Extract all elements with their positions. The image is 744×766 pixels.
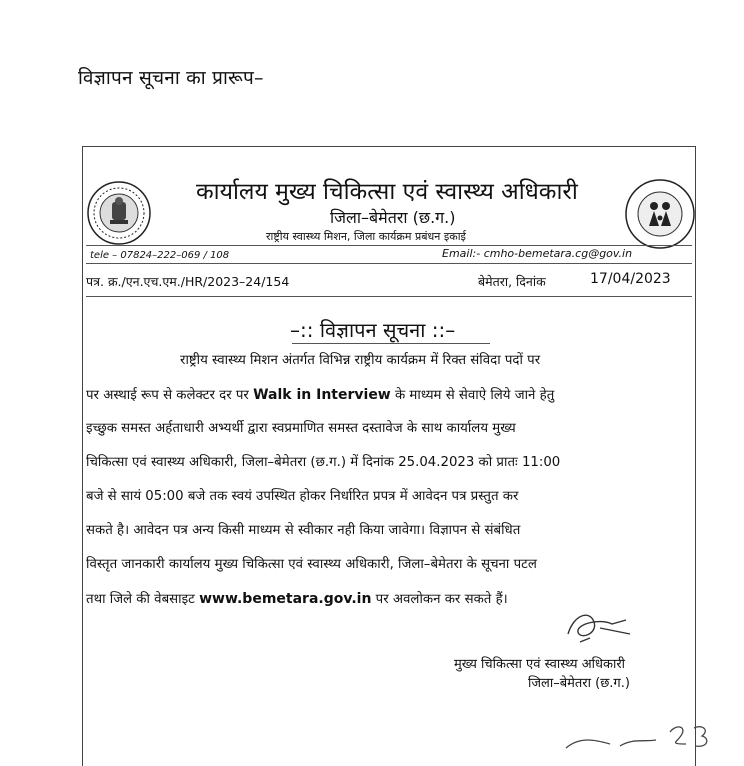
body-line: विस्तृत जानकारी कार्यालय मुख्य चिकित्सा एवं स्वास्थ्य अधिकारी, जिला–बेमेतरा के सूचना पटल	[86, 557, 537, 572]
telephone-number: tele – 07824–222–069 / 108	[90, 250, 230, 261]
signatory-district: जिला–बेमेतरा (छ.ग.)	[528, 676, 630, 691]
office-district: जिला–बेमेतरा (छ.ग.)	[330, 208, 456, 227]
notice-body	[86, 344, 690, 616]
walk-in-interview-text: Walk in Interview	[253, 387, 391, 403]
body-line: राष्ट्रीय स्वास्थ्य मिशन अंतर्गत विभिन्न राष्ट्रीय कार्यक्रम में रिक्त संविदा पदों पर	[180, 353, 541, 368]
signature-icon	[560, 604, 640, 650]
notice-title: –:: विज्ञापन सूचना ::–	[290, 318, 456, 342]
body-line: बजे से सायं 05:00 बजे तक स्वयं उपस्थित होकर निर्धारित प्रपत्र में आवेदन पत्र प्रस्तुत कर	[86, 489, 519, 504]
nhm-logo-icon	[624, 178, 696, 250]
body-line: पर अस्थाई रूप से कलेक्टर दर पर Walk in Interview के माध्यम से सेवाऐ लिये जाने हेतु	[86, 387, 555, 403]
mission-line: राष्ट्रीय स्वास्थ्य मिशन, जिला कार्यक्रम प्रबंधन इकाई	[266, 230, 466, 243]
letterhead-divider	[86, 245, 692, 246]
date-label: बेमेतरा, दिनांक	[478, 274, 546, 289]
body-line: सकते है। आवेदन पत्र अन्य किसी माध्यम से स्वीकार नही किया जावेगा। विज्ञापन से संबंधित	[86, 523, 521, 538]
contact-divider	[86, 263, 692, 264]
body-line: चिकित्सा एवं स्वास्थ्य अधिकारी, जिला–बेमेतरा (छ.ग.) में दिनांक 25.04.2023 को प्रातः 11:00	[86, 455, 561, 470]
state-emblem-icon	[86, 180, 152, 246]
signatory-designation: मुख्य चिकित्सा एवं स्वास्थ्य अधिकारी	[454, 657, 626, 672]
date-value: 17/04/2023	[590, 271, 671, 287]
reference-divider	[86, 296, 692, 297]
email-address: Email:- cmho-bemetara.cg@gov.in	[442, 247, 633, 260]
reference-number: पत्र. क्र./एन.एच.एम./HR/2023–24/154	[86, 274, 290, 289]
body-line: तथा जिले की वेबसाइट www.bemetara.gov.in पर अवलोकन कर सकते हैं।	[86, 591, 508, 607]
body-line: इच्छुक समस्त अर्हताधारी अभ्यर्थी द्वारा स्वप्रमाणित समस्त दस्तावेज के साथ कार्यालय मुख्य	[86, 421, 516, 436]
website-link: www.bemetara.gov.in	[199, 591, 372, 607]
office-title: कार्यालय मुख्य चिकित्सा एवं स्वास्थ्य अधिकारी	[196, 179, 578, 205]
handwritten-scribble-icon	[560, 718, 720, 751]
page-heading: विज्ञापन सूचना का प्रारूप–	[78, 67, 264, 89]
